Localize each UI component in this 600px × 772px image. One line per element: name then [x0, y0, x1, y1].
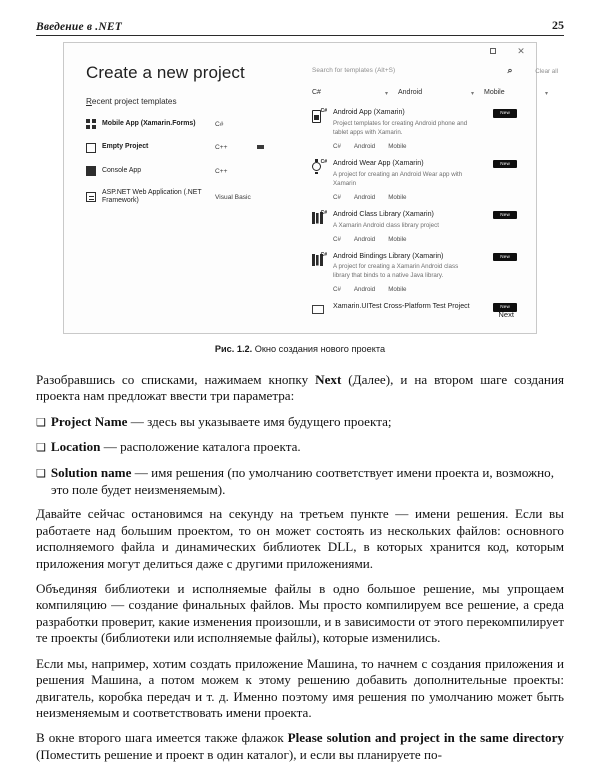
chevron-down-icon: ▾	[470, 91, 474, 97]
body-text	[36, 372, 564, 772]
template-item-android-bindings-library[interactable]	[312, 252, 517, 294]
p1-part-a: Разобравшись со списками, нажимаем кнопку	[36, 372, 316, 387]
create-new-project-dialog	[63, 42, 558, 334]
recent-templates-heading	[86, 97, 271, 106]
filter-row	[312, 89, 548, 97]
dialog-titlebar	[486, 43, 536, 59]
recent-item-language: C++	[215, 144, 228, 151]
recent-item-label: Console App	[102, 166, 142, 174]
templates-panel	[312, 63, 558, 327]
recent-item-aspnet-web-application[interactable]	[86, 189, 271, 207]
language-filter-dropdown[interactable]	[312, 89, 398, 96]
bullet-solution-name	[36, 465, 564, 499]
bullet-term: Solution name	[50, 464, 132, 480]
template-tag: Mobile	[388, 193, 407, 201]
running-head-title: Введение в .NET	[36, 21, 122, 33]
recent-item-label: ASP.NET Web Application (.NET Framework)	[102, 188, 202, 205]
template-name: Android Wear App (Xamarin)	[333, 158, 424, 167]
template-description: A project for creating an Android Wear app with Xamarin	[333, 170, 463, 187]
template-item-android-class-library[interactable]	[312, 210, 517, 243]
chevron-down-icon: ▾	[544, 91, 548, 97]
new-badge: New	[493, 109, 517, 118]
template-tag: Android	[353, 193, 376, 201]
csharp-superscript-icon: C#	[320, 209, 327, 216]
template-list	[312, 108, 517, 318]
bullet-marker-icon: ❑	[36, 416, 46, 429]
next-button[interactable]: Next	[498, 310, 514, 319]
recent-item-empty-project[interactable]	[86, 142, 271, 154]
new-badge: New	[493, 303, 517, 312]
recent-item-language: C++	[215, 167, 228, 175]
search-row	[312, 63, 558, 77]
paragraph-4: Если мы, например, хотим создать приложение Машина, то начнем с создания приложения и решения Машина, а потом можем к этому решению добавить дополнительные проекты: двигатель, коробка передач и т. д. Именно поэтому имя решения по умолчанию может быть неизменяемым и соответствовать имени проекта.	[36, 655, 564, 720]
template-tag: C#	[333, 193, 341, 201]
template-item-android-app[interactable]	[312, 108, 517, 150]
platform-filter-dropdown[interactable]	[398, 89, 484, 96]
library-icon	[312, 210, 326, 226]
recent-item-language: Visual Basic	[215, 193, 251, 201]
page-number: 25	[552, 18, 564, 32]
paragraph-1	[36, 372, 564, 405]
p5-part-c: (Поместить решение и проект в один каталог), и если вы планируете по-	[36, 746, 442, 762]
recent-item-extra	[257, 145, 271, 151]
chevron-down-icon: ▾	[384, 91, 388, 97]
template-tag: Mobile	[388, 286, 407, 294]
language-filter-value: C#	[312, 89, 321, 96]
watch-icon	[312, 159, 326, 175]
maximize-button[interactable]	[486, 44, 500, 58]
template-name: Xamarin.UITest Cross-Platform Test Project	[333, 302, 470, 311]
recent-heading-accel: R	[86, 97, 92, 106]
p1-part-c: (Далее), и на втором шаге создания проекта нам предложат ввести три параметра:	[36, 372, 564, 404]
recent-item-mobile-app[interactable]	[86, 118, 271, 130]
paragraph-2: Давайте сейчас остановимся на секунду на третьем пункте — имени решения. Если вы работаете над большим проектом, то он может состоять из нескольких файлов: основного исполняемого файла и динамических библиотек DLL, в которых хранится код, которым приложения могут делиться даже с другими приложениями.	[36, 506, 564, 571]
template-tag: Mobile	[388, 235, 407, 243]
chip-icon	[257, 145, 264, 149]
template-tag: C#	[333, 235, 341, 243]
filled-square-icon	[86, 166, 96, 176]
p5-bold-checkbox-label: Please solution and project in the same directory	[287, 730, 564, 746]
template-tag: C#	[333, 142, 341, 150]
template-tag: C#	[333, 286, 341, 294]
bullet-term: Location	[50, 439, 101, 455]
new-badge: New	[493, 211, 517, 220]
maximize-icon	[490, 48, 496, 54]
project-type-filter-dropdown[interactable]	[484, 89, 558, 96]
outline-square-icon	[86, 143, 96, 153]
dialog-title: Create a new project	[86, 63, 245, 82]
search-icon[interactable]: ⌕	[507, 64, 513, 75]
recent-templates-panel	[86, 97, 271, 218]
template-tag: Android	[353, 286, 376, 294]
library-icon	[312, 252, 326, 268]
template-name: Android App (Xamarin)	[333, 108, 405, 116]
figure-caption-label: Рис. 1.2.	[214, 344, 253, 354]
template-tags	[333, 143, 473, 150]
running-head	[36, 18, 564, 36]
bullet-marker-icon: ❑	[36, 442, 46, 455]
phone-icon	[312, 108, 326, 124]
new-badge: New	[493, 160, 517, 169]
template-tag: Mobile	[388, 142, 407, 150]
clear-all-link[interactable]: Clear all	[535, 68, 558, 75]
template-tags	[333, 286, 473, 293]
bullet-marker-icon: ❑	[36, 467, 46, 480]
template-description: A project for creating a Xamarin Android class library that binds to a native Java library.	[333, 263, 459, 280]
search-input[interactable]: Search for templates (Alt+S)	[312, 66, 396, 74]
template-tag: Android	[353, 142, 376, 150]
csharp-superscript-icon: C#	[320, 251, 327, 258]
bullet-desc: — имя решения (по умолчанию соответствует имени проекта и, возможно, это поле будет неизменяемым).	[51, 464, 554, 498]
template-item-android-wear-app[interactable]	[312, 159, 517, 201]
recent-item-label: Empty Project	[102, 143, 149, 151]
paragraph-3: Объединяя библиотеки и исполняемые файлы в одно большое решение, мы упрощаем компиляцию — создание финальных файлов. Мы просто компилируем все решение, а среда разработки проверит, какие изменения произошли, и в зависимости от этого перекомпилирует те проекты (библиотеки или исполняемые файлы), которые изменились.	[36, 581, 564, 646]
recent-item-label: Mobile App (Xamarin.Forms)	[102, 119, 196, 127]
template-tag: Android	[353, 235, 376, 243]
platform-filter-value: Android	[398, 89, 423, 96]
bullet-project-name	[36, 414, 564, 431]
figure-caption	[36, 344, 564, 354]
csharp-superscript-icon: C#	[320, 158, 327, 165]
document-icon	[86, 192, 96, 202]
bullet-term: Project Name	[50, 413, 128, 429]
csharp-superscript-icon: C#	[320, 108, 327, 114]
bullet-location	[36, 439, 564, 456]
template-description: Project templates for creating Android phone and tablet apps with Xamarin.	[333, 119, 468, 136]
template-tags	[333, 194, 473, 201]
recent-heading-rest: ecent project templates	[91, 97, 177, 106]
recent-item-language: C#	[215, 120, 224, 128]
bullet-desc: — здесь вы указываете имя будущего проекта;	[127, 413, 392, 429]
paragraph-5	[36, 730, 564, 763]
figure-caption-text: Окно создания нового проекта	[254, 344, 386, 354]
tiles-icon	[86, 119, 96, 129]
new-badge: New	[493, 253, 517, 262]
p5-part-a: В окне второго шага имеется также флажок	[36, 730, 288, 746]
template-item-xamarin-uitest[interactable]	[312, 302, 517, 318]
recent-item-console-app[interactable]	[86, 165, 271, 177]
figure-screenshot	[63, 42, 558, 334]
template-name: Android Class Library (Xamarin)	[333, 209, 434, 218]
close-button[interactable]: ✕	[514, 44, 528, 58]
project-type-filter-value: Mobile	[484, 89, 505, 96]
bullet-desc: — расположение каталога проекта.	[100, 439, 301, 455]
box-icon	[312, 302, 326, 318]
template-name: Android Bindings Library (Xamarin)	[333, 251, 444, 260]
template-description: A Xamarin Android class library project	[333, 221, 439, 229]
p1-bold-next: Next	[315, 372, 342, 387]
template-tags	[333, 236, 473, 243]
